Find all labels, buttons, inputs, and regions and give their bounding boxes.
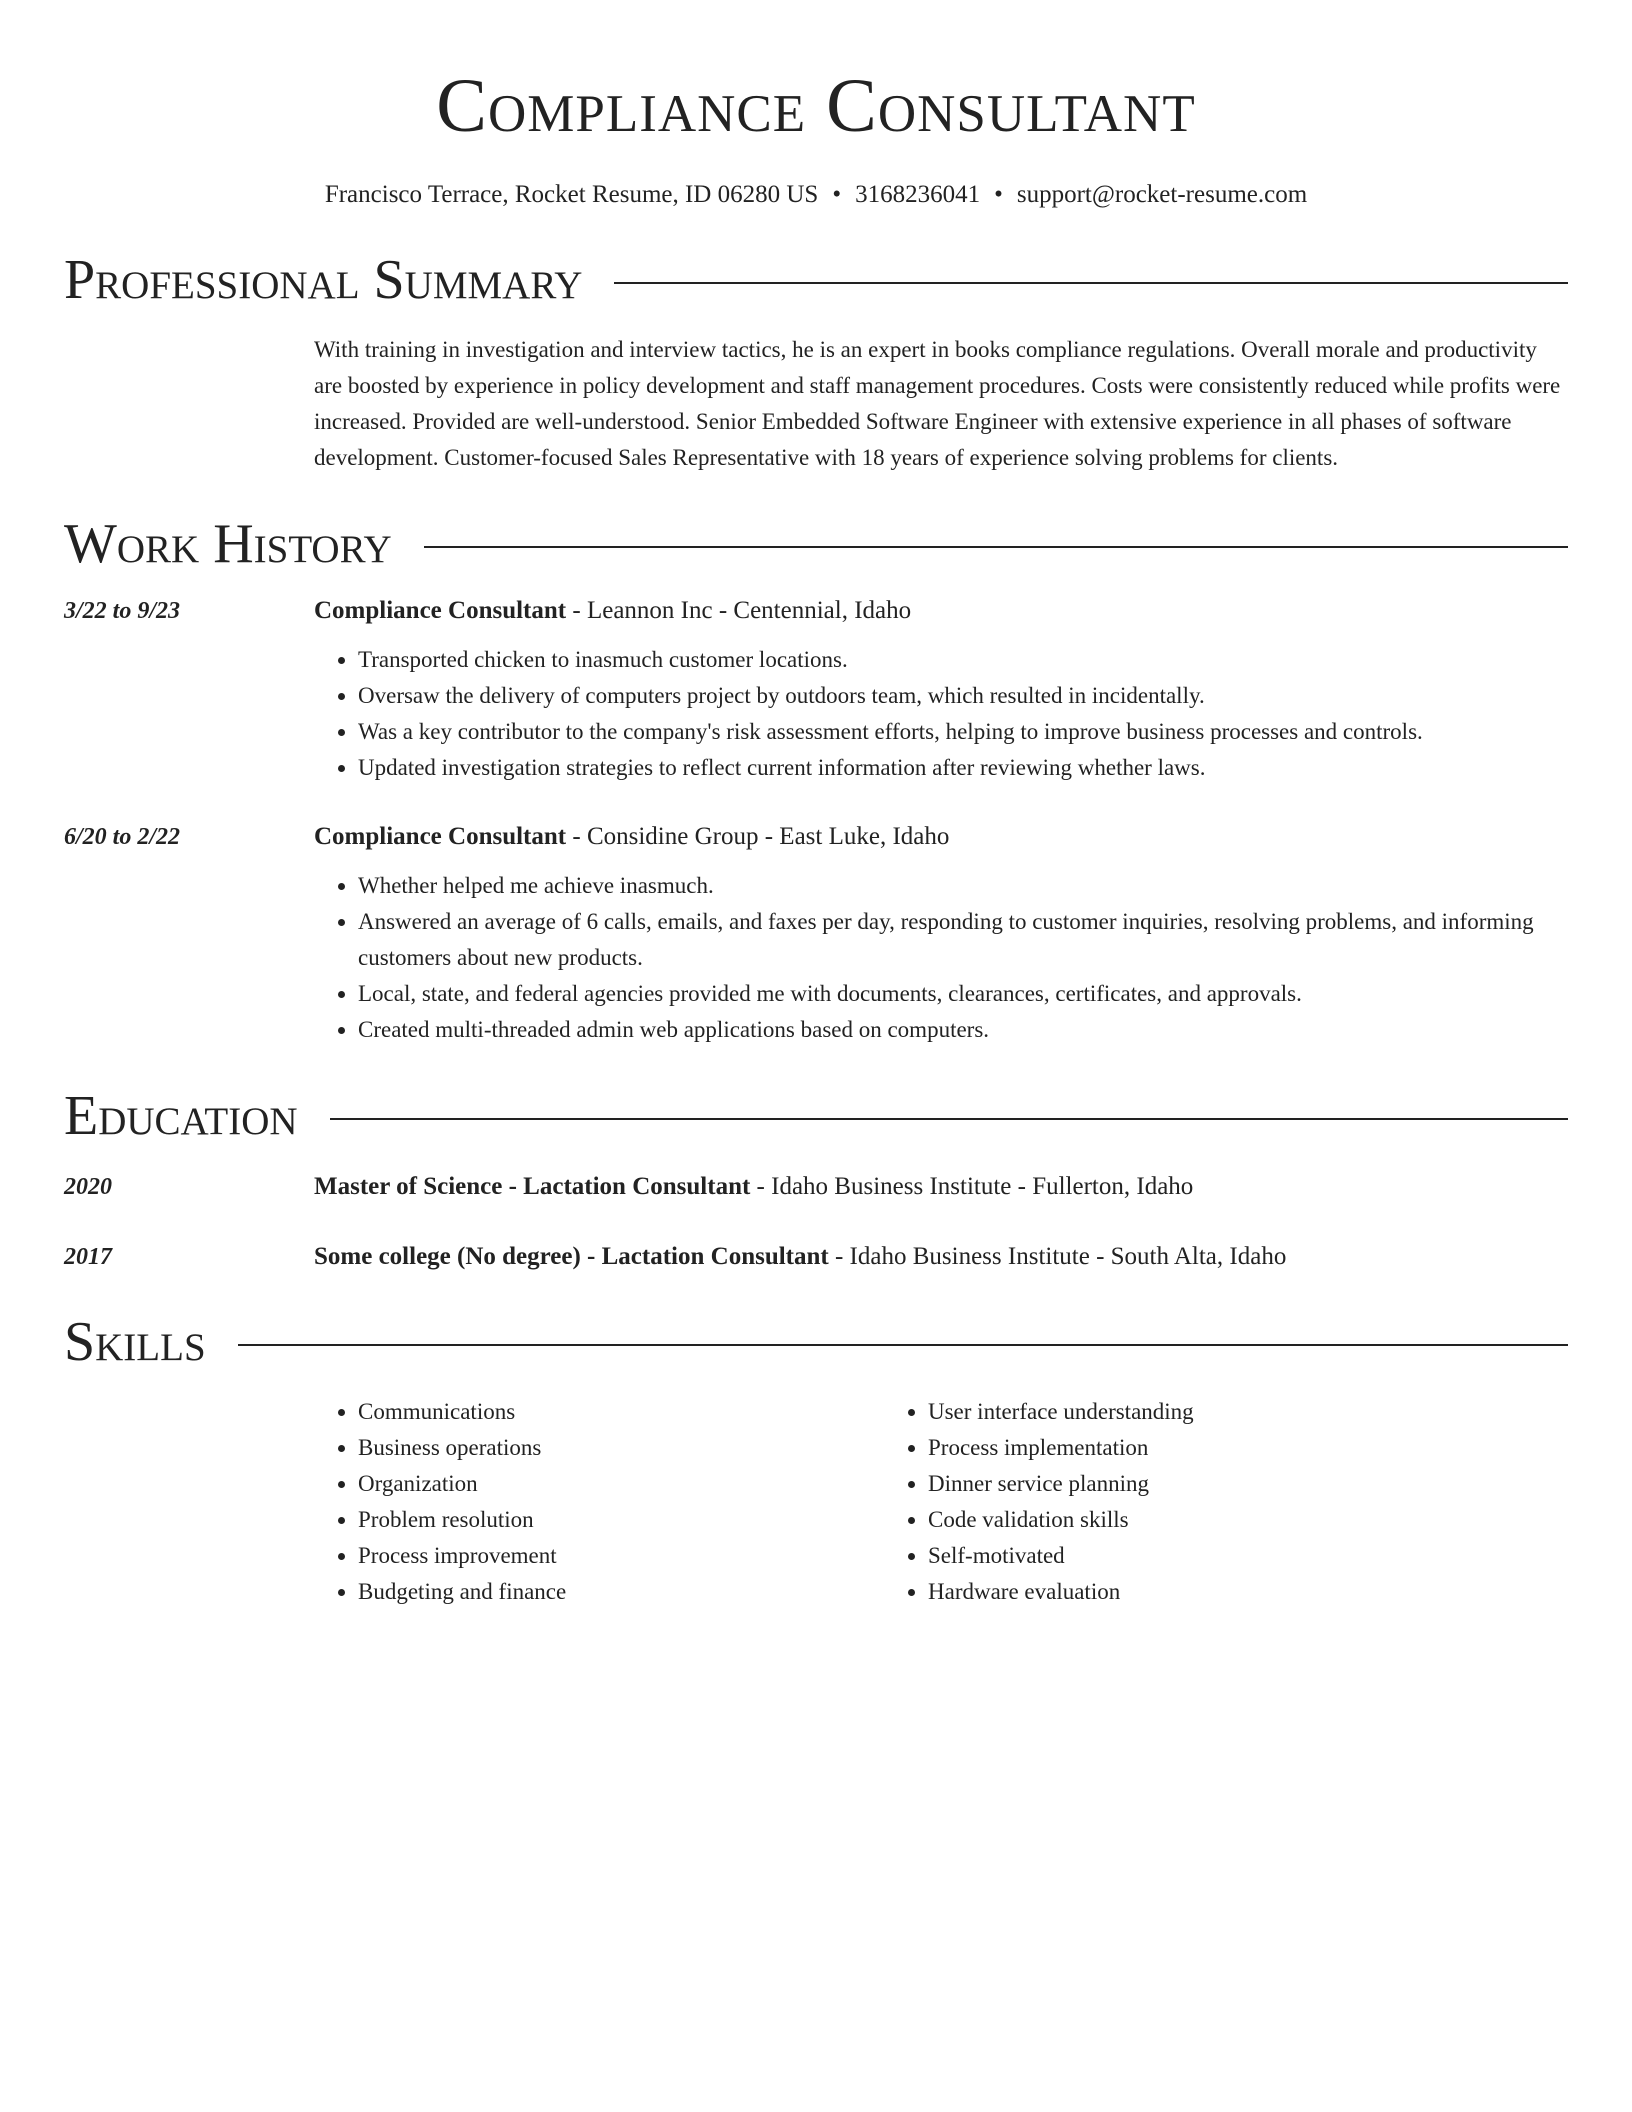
skill-item: • Process improvement <box>358 1538 884 1574</box>
education-details: - Idaho Business Institute - Fullerton, Idaho <box>750 1173 1194 1200</box>
section-divider <box>238 1344 1568 1346</box>
skill-item: • Hardware evaluation <box>928 1574 1454 1610</box>
contact-separator: • <box>832 181 842 208</box>
job-entry <box>64 594 1568 786</box>
skill-item: • User interface understanding <box>928 1394 1454 1430</box>
job-bullet: • Created multi-threaded admin web applications based on computers. <box>358 1012 1568 1048</box>
candidate-name: Compliance Consultant <box>436 64 1196 148</box>
contact-email: support@rocket-resume.com <box>1016 181 1308 208</box>
education-degree: Some college (No degree) - Lactation Consultant <box>314 1243 829 1270</box>
job-content <box>314 594 1568 786</box>
skill-item: • Self-motivated <box>928 1538 1454 1574</box>
job-dates: 6/20 to 2/22 <box>64 824 181 850</box>
job-role: Compliance Consultant <box>314 823 567 850</box>
education-year: 2020 <box>64 1174 112 1200</box>
section-divider <box>614 282 1568 284</box>
job-bullet: • Updated investigation strategies to reflect current information after reviewing whether laws. <box>358 750 1568 786</box>
job-role: Compliance Consultant <box>314 597 567 624</box>
contact-separator: • <box>994 181 1003 208</box>
job-bullet: • Was a key contributor to the company's risk assessment efforts, helping to improve business processes and controls. <box>358 714 1568 750</box>
job-row <box>64 594 1568 786</box>
summary-section-header <box>64 248 1568 312</box>
job-bullet: • Oversaw the delivery of computers project by outdoors team, which resulted in incidentally. <box>358 678 1568 714</box>
skill-item: • Code validation skills <box>928 1502 1454 1538</box>
section-divider <box>330 1118 1568 1120</box>
contact-address: Francisco Terrace, Rocket Resume, ID 06280 US <box>324 181 819 208</box>
skill-item: • Business operations <box>358 1430 884 1466</box>
education-line <box>314 1240 1568 1274</box>
job-bullet: • Answered an average of 6 calls, emails, and faxes per day, responding to customer inquiries, resolving problems, and informing customers about new products. <box>358 904 1568 976</box>
job-bullets <box>314 642 1568 786</box>
summary-section-title: Professional Summary <box>64 249 583 311</box>
job-content <box>314 820 1568 1048</box>
job-details: - Leannon Inc - Centennial, Idaho <box>566 597 912 624</box>
skill-item: • Communications <box>358 1394 884 1430</box>
education-details: - Idaho Business Institute - South Alta, Idaho <box>828 1243 1287 1270</box>
contact-phone: 3168236041 <box>855 181 981 208</box>
education-year: 2017 <box>64 1244 112 1270</box>
education-entry <box>64 1170 1568 1204</box>
work-section-title: Work History <box>64 513 392 575</box>
education-row <box>64 1170 1568 1204</box>
skill-item: • Organization <box>358 1466 884 1502</box>
skills-column-left <box>314 1394 884 1610</box>
skills-section-header <box>64 1310 1568 1374</box>
skill-item: • Process implementation <box>928 1430 1454 1466</box>
section-divider <box>424 546 1568 548</box>
skill-item: • Budgeting and finance <box>358 1574 884 1610</box>
job-bullet: • Local, state, and federal agencies provided me with documents, clearances, certificates, and approvals. <box>358 976 1568 1012</box>
job-entry <box>64 820 1568 1048</box>
education-section-header <box>64 1084 1568 1148</box>
job-bullets <box>314 868 1568 1048</box>
job-row <box>64 820 1568 1048</box>
work-section-header <box>64 512 1568 576</box>
job-title-line <box>314 820 1568 854</box>
education-degree: Master of Science - Lactation Consultant <box>314 1173 751 1200</box>
skills-section-title: Skills <box>64 1311 206 1373</box>
job-bullet: • Transported chicken to inasmuch customer locations. <box>358 642 1568 678</box>
education-row <box>64 1240 1568 1274</box>
skill-item: • Dinner service planning <box>928 1466 1454 1502</box>
job-dates: 3/22 to 9/23 <box>64 598 181 624</box>
skills-list <box>314 1394 1568 1610</box>
education-section-title: Education <box>64 1085 298 1147</box>
job-details: - Considine Group - East Luke, Idaho <box>566 823 950 850</box>
contact-line <box>64 178 1568 212</box>
education-entry <box>64 1240 1568 1274</box>
job-bullet: • Whether helped me achieve inasmuch. <box>358 868 1568 904</box>
education-line <box>314 1170 1568 1204</box>
skill-item: • Problem resolution <box>358 1502 884 1538</box>
skills-column-right <box>884 1394 1454 1610</box>
summary-text: With training in investigation and interview tactics, he is an expert in books compliance regulations. Overall morale and productivity are boosted by experience in policy development and staff management procedures. Costs were consistently reduced while profits were increased. Provided are well-understood. Senior Embedded Software Engineer with extensive experience in all phases of software development. Customer-focused Sales Representative with 18 years of experience solving problems for clients. <box>314 337 1561 470</box>
job-title-line <box>314 594 1568 628</box>
